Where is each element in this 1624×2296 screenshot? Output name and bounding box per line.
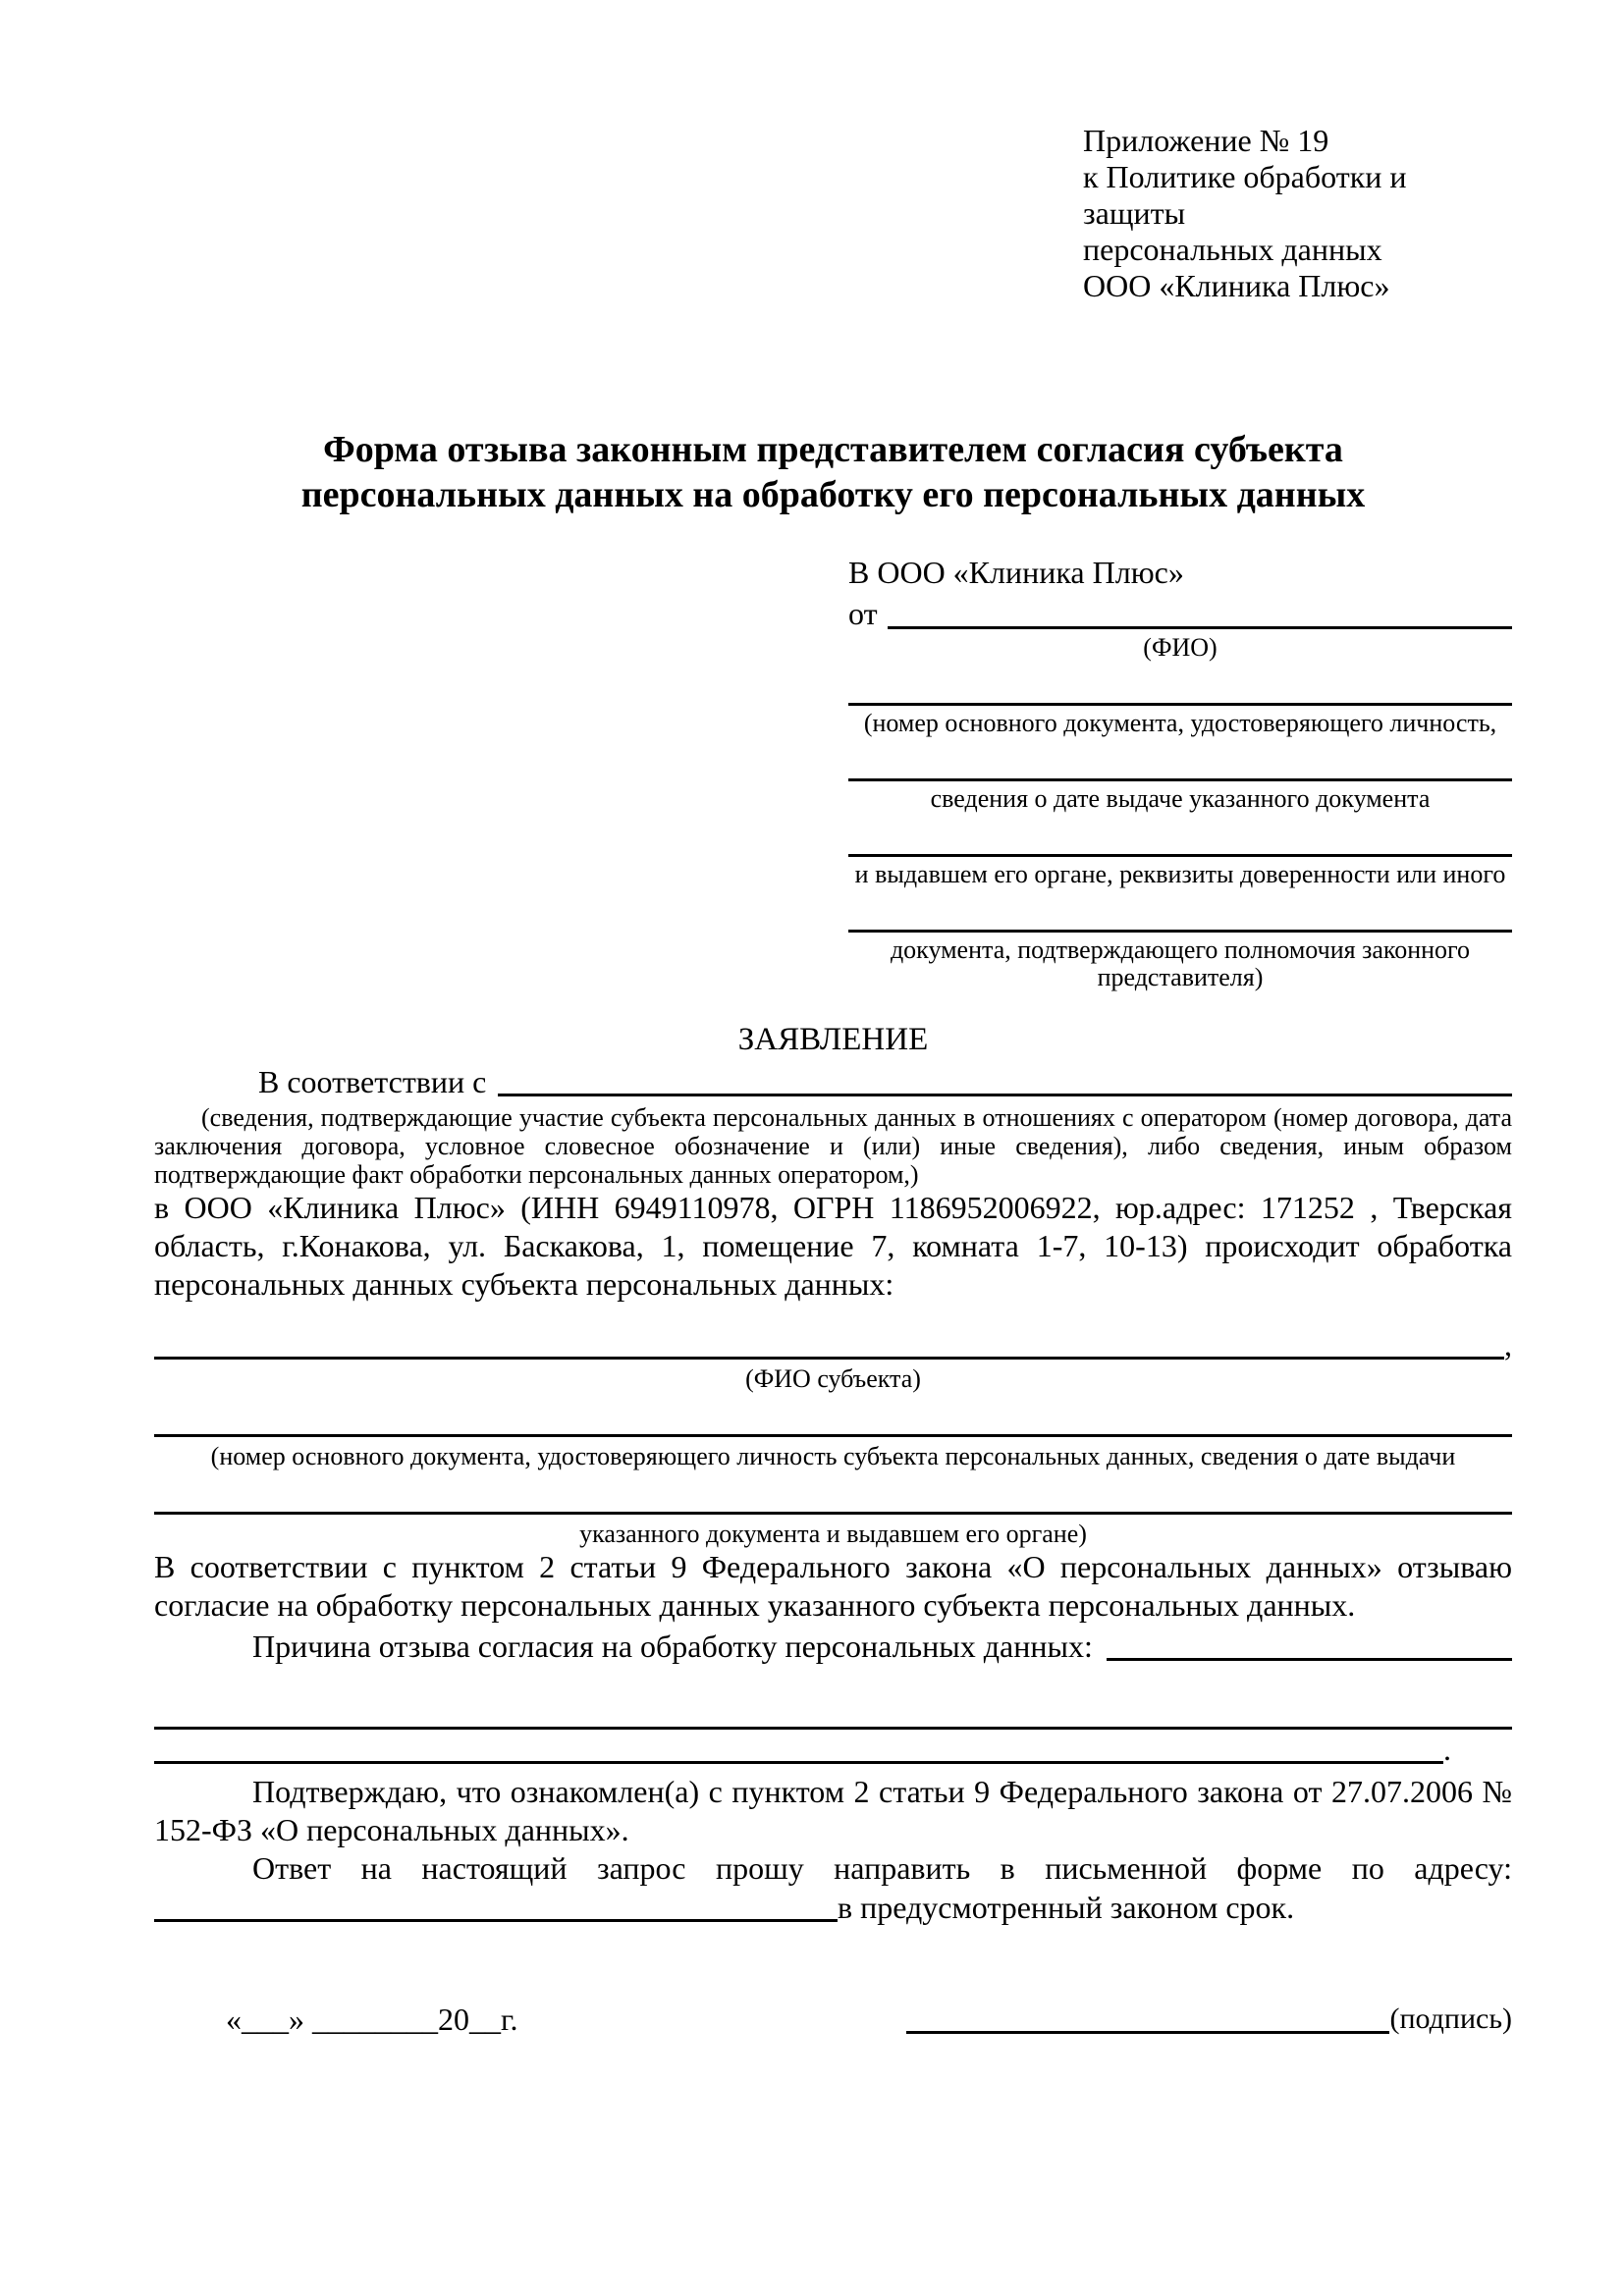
basis-blank-field: [498, 1060, 1512, 1096]
subject-line-suffix: ,: [1504, 1327, 1512, 1362]
reply-address-row: [154, 1888, 1512, 1927]
intro-label: В соответствии с: [258, 1064, 487, 1099]
reason-blank-line-2: [154, 1730, 1443, 1764]
from-label: от: [848, 596, 878, 631]
representative-document-caption-4: документа, подтверждающего полномочия законного представителя): [890, 935, 1471, 991]
subject-fio-caption: (ФИО субъекта): [745, 1364, 921, 1393]
withdrawal-paragraph: В соответствии с пунктом 2 статьи 9 Федерального закона «О персональных данных» отзываю согласие на обработку персональных данных указанного субъекта персональных данных.: [154, 1549, 1512, 1623]
representative-document-group-1: [848, 673, 1512, 737]
representative-document-group-2: [848, 749, 1512, 813]
appendix-block: [1083, 123, 1512, 304]
statement-heading: ЗАЯВЛЕНИЕ: [737, 1022, 929, 1057]
subject-document-group-2: [154, 1482, 1512, 1548]
subject-document-blank-field-1: [154, 1405, 1512, 1437]
representative-document-group-4: [848, 900, 1512, 991]
signature-caption: (подпись): [1389, 2002, 1512, 2035]
subject-document-caption-1: (номер основного документа, удостоверяющего личность субъекта персональных данных, сведения о дате выдачи: [210, 1442, 1456, 1470]
subject-document-caption-2: указанного документа и выдавшем его органе): [579, 1520, 1087, 1548]
representative-document-caption-3: и выдавшем его органе, реквизиты доверенности или иного: [854, 860, 1506, 888]
representative-fio-blank-field: [888, 593, 1512, 629]
subject-document-blank-field-2: [154, 1482, 1512, 1515]
representative-document-blank-field-1: [848, 673, 1512, 706]
addressee-organization: В ООО «Клиника Плюс»: [848, 555, 1184, 590]
representative-document-blank-field-2: [848, 749, 1512, 781]
representative-document-caption-1: (номер основного документа, удостоверяющего личность,: [863, 709, 1497, 737]
reason-blank-field: [1107, 1625, 1512, 1661]
representative-document-caption-2: сведения о дате выдаче указанного документа: [930, 784, 1431, 813]
confirmation-paragraph: Подтверждаю, что ознакомлен(а) с пунктом 2 статьи 9 Федерального закона от 27.07.2006 № 152-ФЗ «О персональных данных».: [154, 1774, 1512, 1847]
operator-paragraph: в ООО «Клиника Плюс» (ИНН 6949110978, ОГРН 1186952006922, юр.адрес: 171252 , Тверская область, г.Конакова, ул. Баскакова, 1, помещение 7, комната 1-7, 10-13) происходит обработка персональных данных субъекта персональных данных:: [154, 1190, 1512, 1302]
appendix-line-2: к Политике обработки и защиты: [1083, 159, 1407, 231]
title-line-1: Форма отзыва законным представителем согласия субъекта: [323, 429, 1343, 470]
appendix-line-1: Приложение № 19: [1083, 123, 1329, 158]
signature-row: [154, 1998, 1512, 2041]
document-title: [154, 427, 1512, 517]
representative-document-blank-field-4: [848, 900, 1512, 933]
reason-blank-line-1: [154, 1695, 1512, 1730]
intro-row: [154, 1060, 1512, 1103]
representative-document-blank-field-3: [848, 825, 1512, 857]
from-row: [848, 593, 1512, 634]
intro-note: (сведения, подтверждающие участие субъекта персональных данных в отношениях с оператором (номер договора, дата заключения договора, условное словесное обозначение и (или) иные сведения), либо сведения, иным образом подтверждающие факт обработки персональных данных оператором,): [154, 1103, 1512, 1189]
date-template: «___» ________20__г.: [226, 2002, 518, 2037]
fio-caption: (ФИО): [1143, 633, 1218, 662]
reason-label: Причина отзыва согласия на обработку персональных данных:: [252, 1629, 1093, 1664]
subject-fio-row: [154, 1325, 1512, 1364]
reason-row: [154, 1625, 1512, 1668]
reply-suffix: в предусмотренный законом срок.: [838, 1890, 1295, 1925]
appendix-line-4: ООО «Клиника Плюс»: [1083, 268, 1390, 303]
reply-address-blank-field: [154, 1888, 838, 1922]
signature-blank-field: [906, 1998, 1389, 2034]
signature-group: [906, 1998, 1512, 2041]
title-line-2: персональных данных на обработку его персональных данных: [300, 474, 1366, 515]
representative-document-group-3: [848, 825, 1512, 888]
addressee-block: [848, 552, 1512, 991]
reason-blank-line-2-row: [154, 1730, 1512, 1769]
reason-line-suffix: .: [1443, 1732, 1451, 1767]
reply-request-paragraph: Ответ на настоящий запрос прошу направить в письменной форме по адресу:: [252, 1850, 1512, 1886]
appendix-line-3: персональных данных: [1083, 232, 1382, 267]
subject-document-group-1: [154, 1405, 1512, 1470]
subject-fio-blank-field: [154, 1325, 1504, 1360]
